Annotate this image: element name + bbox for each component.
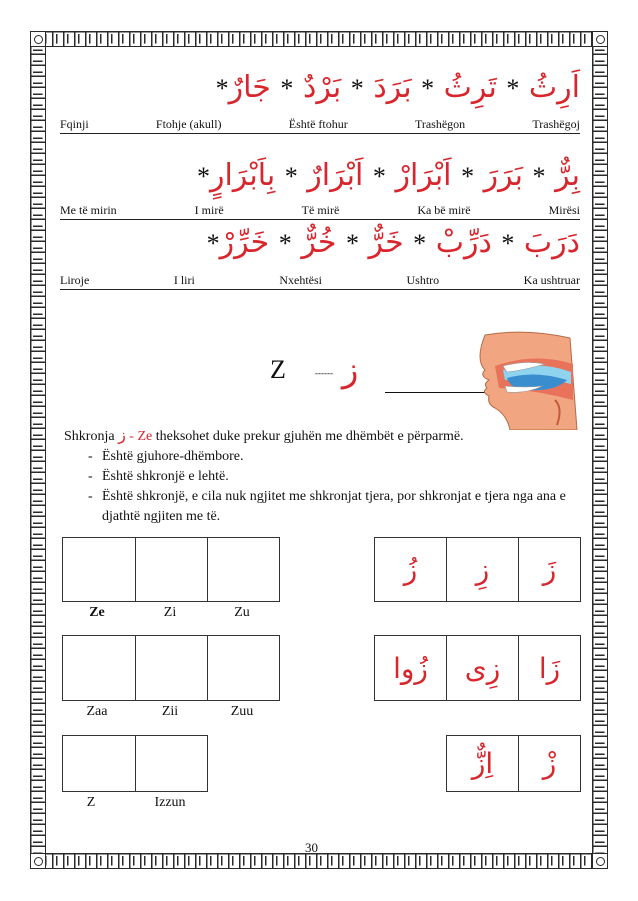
vocab-word: بَرْدٌ	[302, 70, 342, 105]
writing-box[interactable]	[62, 635, 136, 701]
vocab-arabic-line: بِرٌّ * بَرَرَ * اَبْرَارْ * اَبْرَارٌ * بِاَبْرَارٍ*	[196, 158, 580, 193]
gloss-word: Trashëgoj	[532, 117, 580, 131]
vocab-word: بِرٌّ	[555, 158, 580, 193]
border-top	[30, 31, 608, 47]
page-number: 30	[305, 840, 318, 855]
gloss-word: Ushtro	[406, 273, 440, 287]
gloss-word: Mirësi	[548, 203, 580, 217]
gloss-word: I mirë	[194, 203, 224, 217]
syllable-label: Zuu	[230, 704, 254, 719]
gloss-word: Fqinji	[60, 117, 89, 131]
syllable-label: Izzun	[154, 795, 186, 810]
vocab-word: اَبْرَارْ	[395, 158, 452, 193]
writing-box[interactable]	[207, 537, 280, 602]
vocab-word: بَرَدَ	[373, 70, 412, 105]
border-corner-icon	[592, 853, 608, 869]
writing-box[interactable]	[207, 635, 280, 701]
syllable-arabic: زَ	[518, 537, 581, 602]
vocab-word: اَبْرَارٌ	[307, 158, 364, 193]
syllable-label: Zii	[161, 704, 179, 719]
syllable-label: Zaa	[86, 704, 108, 719]
border-bottom	[30, 853, 608, 869]
syllable-label: Zu	[234, 605, 250, 620]
description-letter-arabic: ز	[118, 425, 126, 444]
gloss-line	[60, 117, 580, 134]
letter-dash: ------	[315, 368, 333, 378]
syllable-arabic: زْ	[518, 735, 581, 792]
gloss-line	[60, 273, 580, 290]
mouth-anatomy-icon	[455, 330, 580, 430]
vocab-word: بِاَبْرَارٍ	[209, 158, 276, 193]
vocab-word: خَرِّرْ	[219, 225, 270, 260]
gloss-word: Nxehtësi	[279, 273, 322, 287]
syllable-arabic: زِى	[446, 635, 519, 701]
letter-latin: Z	[270, 355, 286, 384]
writing-box[interactable]	[135, 537, 208, 602]
description-point: - Është gjuhore-dhëmbore.	[64, 447, 584, 467]
description-point: - Është shkronjë e lehtë.	[64, 467, 584, 487]
border-left	[30, 31, 46, 869]
vocab-word: جَارٌ	[228, 70, 271, 105]
letter-arabic: ز	[342, 350, 359, 390]
border-corner-icon	[30, 31, 46, 47]
border-corner-icon	[592, 31, 608, 47]
vocab-arabic-line: دَرَبَ * دَرِّبْ * خَرٌّ * خُرٌّ * خَرِّرْ*	[206, 225, 580, 260]
vocab-word: خَرٌّ	[368, 225, 404, 260]
border-right	[592, 31, 608, 869]
description-prefix: Shkronja	[64, 429, 115, 444]
border-corner-icon	[30, 853, 46, 869]
gloss-word: Është ftohur	[288, 117, 348, 131]
vocab-arabic-line: اَرِثُ * تَرِثُ * بَرَدَ * بَرْدٌ * جَارٌ*	[215, 70, 580, 105]
description-letter-name: - Ze	[129, 429, 153, 444]
writing-box[interactable]	[62, 537, 136, 602]
gloss-word: Me të mirin	[60, 203, 117, 217]
vocab-word: دَرِّبْ	[435, 225, 492, 260]
description-points	[64, 447, 584, 527]
vocab-word: خُرٌّ	[301, 225, 337, 260]
description-text: theksohet duke prekur gjuhën me dhëmbët e përparmë.	[155, 429, 464, 444]
syllable-arabic: اِزٌّ	[446, 735, 519, 792]
vocab-word: بَرَرَ	[483, 158, 523, 193]
gloss-word: Të mirë	[301, 203, 340, 217]
gloss-word: Liroje	[60, 273, 90, 287]
gloss-word: Ka bë mirë	[417, 203, 471, 217]
writing-box[interactable]	[135, 635, 208, 701]
gloss-word: I liri	[173, 273, 195, 287]
gloss-word: Ka ushtruar	[523, 273, 580, 287]
syllable-label: Ze	[89, 605, 105, 620]
vocab-word: اَرِثُ	[528, 70, 580, 105]
gloss-line	[60, 203, 580, 220]
vocab-word: تَرِثُ	[443, 70, 497, 105]
writing-box[interactable]	[135, 735, 208, 792]
syllable-arabic: زَا	[518, 635, 581, 701]
gloss-word: Trashëgon	[414, 117, 466, 131]
syllable-arabic: زُ	[374, 537, 447, 602]
gloss-word: Ftohje (akull)	[155, 117, 222, 131]
writing-box[interactable]	[62, 735, 136, 792]
syllable-arabic: زِ	[446, 537, 519, 602]
syllable-label: Z	[86, 795, 96, 810]
description-point: - Është shkronjë, e cila nuk ngjitet me shkronjat tjera, por shkronjat e tjera nga ana e djathtë ngjiten me të.	[64, 487, 584, 527]
description-intro	[64, 425, 584, 447]
vocab-word: دَرَبَ	[523, 225, 580, 260]
syllable-label: Zi	[163, 605, 177, 620]
letter-description	[64, 425, 584, 527]
syllable-arabic: زُوا	[374, 635, 447, 701]
